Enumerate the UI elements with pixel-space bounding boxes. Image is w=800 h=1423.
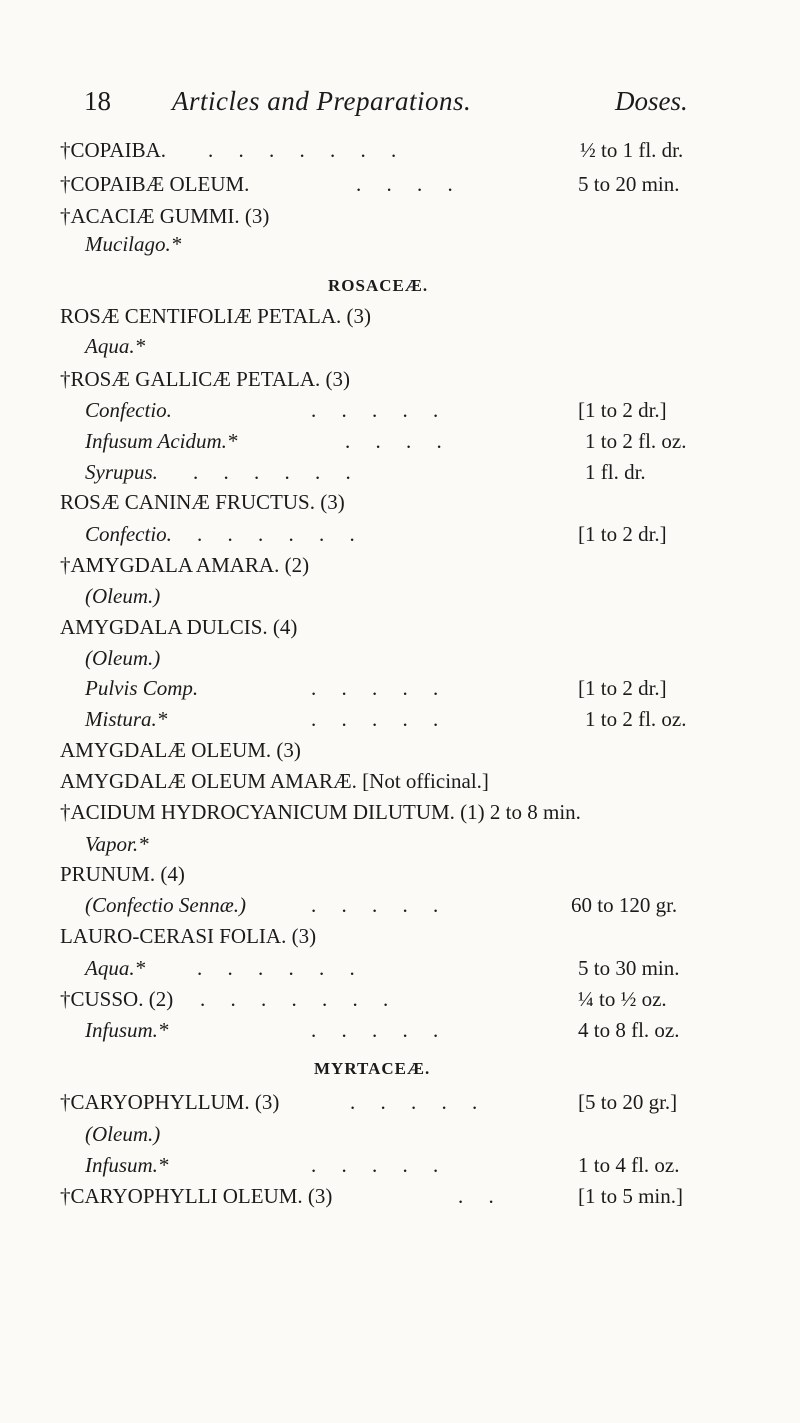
- doses-column-label: Doses.: [615, 86, 688, 116]
- dose-value: [1 to 5 min.]: [578, 1184, 683, 1208]
- leader-dots: . . . . .: [311, 707, 449, 731]
- entry-line: [60, 987, 780, 1017]
- entry-line: [60, 1184, 780, 1214]
- entry-text: Infusum.*: [85, 1018, 169, 1042]
- leader-dots: . . . . .: [311, 676, 449, 700]
- entry-text: AMYGDALÆ OLEUM AMARÆ. [Not officinal.]: [60, 769, 489, 793]
- entry-text: Infusum Acidum.*: [85, 429, 238, 453]
- entry-text: Mistura.*: [85, 707, 168, 731]
- leader-dots: . . . . .: [311, 1018, 449, 1042]
- entry-line: [60, 138, 780, 168]
- entry-text: (Oleum.): [85, 1122, 161, 1146]
- entry-line: [60, 172, 780, 202]
- entry-line: [60, 553, 780, 583]
- entry-line: [60, 862, 780, 892]
- entry-text: Mucilago.*: [85, 232, 182, 256]
- entry-line: [85, 893, 775, 923]
- dose-value: ¼ to ½ oz.: [578, 987, 667, 1011]
- entry-text: Syrupus.: [85, 460, 158, 484]
- leader-dots: . . . .: [356, 172, 463, 196]
- entry-text: †AMYGDALA AMARA. (2): [60, 553, 310, 577]
- entry-text: (Oleum.): [85, 584, 161, 608]
- page-header: [84, 86, 774, 126]
- dose-value: 1 fl. dr.: [585, 460, 646, 484]
- dose-value: ½ to 1 fl. dr.: [580, 138, 684, 162]
- entry-text: ROSÆ CENTIFOLIÆ PETALA. (3): [60, 304, 371, 328]
- entry-line: [85, 1018, 775, 1048]
- entry-line: [85, 429, 775, 459]
- leader-dots: . .: [458, 1184, 504, 1208]
- leader-dots: . . . . . .: [197, 956, 365, 980]
- dose-value: 5 to 20 min.: [578, 172, 680, 196]
- leader-dots: . . . . .: [311, 1153, 449, 1177]
- entry-text: †CUSSO. (2): [60, 987, 174, 1011]
- entry-line: [60, 924, 780, 954]
- entry-line: [85, 956, 775, 986]
- entry-text: †ACIDUM HYDROCYANICUM DILUTUM. (1) 2 to 8 min.: [60, 800, 581, 824]
- leader-dots: . . . . . . .: [208, 138, 407, 162]
- page-number: 18: [84, 86, 111, 116]
- leader-dots: . . . . .: [311, 398, 449, 422]
- entry-line: [60, 204, 780, 234]
- entry-text: (Confectio Sennæ.): [85, 893, 246, 917]
- leader-dots: . . . . . .: [193, 460, 361, 484]
- entry-line: [60, 304, 780, 334]
- entry-text: AMYGDALA DULCIS. (4): [60, 615, 298, 639]
- entry-text: Confectio.: [85, 522, 172, 546]
- entry-text: ROSÆ CANINÆ FRUCTUS. (3): [60, 490, 345, 514]
- entry-line: [85, 522, 775, 552]
- entry-line: [85, 334, 775, 364]
- entry-line: [85, 646, 775, 676]
- entry-text: †ACACIÆ GUMMI. (3): [60, 204, 270, 228]
- leader-dots: . . . . . .: [197, 522, 365, 546]
- entry-text: Pulvis Comp.: [85, 676, 199, 700]
- entry-line: [60, 769, 780, 799]
- section-heading-myrtaceae: MYRTACEÆ.: [314, 1059, 431, 1078]
- entry-text: Confectio.: [85, 398, 172, 422]
- dose-value: 1 to 2 fl. oz.: [585, 429, 687, 453]
- entry-line: [85, 1122, 775, 1152]
- entry-line: [60, 367, 780, 397]
- leader-dots: . . . . . . .: [200, 987, 399, 1011]
- entry-line: [60, 738, 780, 768]
- entry-line: [85, 460, 775, 490]
- running-title: Articles and Preparations.: [172, 86, 472, 116]
- entry-line: [85, 832, 775, 862]
- dose-value: 60 to 120 gr.: [571, 893, 678, 917]
- entry-text: Aqua.*: [85, 956, 146, 980]
- entry-line: [60, 490, 780, 520]
- entry-text: AMYGDALÆ OLEUM. (3): [60, 738, 301, 762]
- dose-value: 1 to 2 fl. oz.: [585, 707, 687, 731]
- dose-value: 5 to 30 min.: [578, 956, 680, 980]
- entry-line: [85, 707, 775, 737]
- leader-dots: . . . . .: [350, 1090, 488, 1114]
- entry-line: [85, 584, 775, 614]
- entry-text: †CARYOPHYLLI OLEUM. (3): [60, 1184, 333, 1208]
- entry-text: †ROSÆ GALLICÆ PETALA. (3): [60, 367, 350, 391]
- entry-text: LAURO-CERASI FOLIA. (3): [60, 924, 317, 948]
- entry-text: †CARYOPHYLLUM. (3): [60, 1090, 280, 1114]
- dose-value: [1 to 2 dr.]: [578, 676, 667, 700]
- section-heading-rosaceae: ROSACEÆ.: [328, 276, 429, 295]
- dose-value: 4 to 8 fl. oz.: [578, 1018, 680, 1042]
- entry-line: [85, 1153, 775, 1183]
- entry-line: [85, 232, 775, 262]
- dose-value: [1 to 2 dr.]: [578, 398, 667, 422]
- entry-line: [60, 615, 780, 645]
- entry-line: [85, 398, 775, 428]
- dose-value: [1 to 2 dr.]: [578, 522, 667, 546]
- entry-text: Aqua.*: [85, 334, 146, 358]
- leader-dots: . . . .: [345, 429, 452, 453]
- leader-dots: . . . . .: [311, 893, 449, 917]
- dose-value: 1 to 4 fl. oz.: [578, 1153, 680, 1177]
- entry-line: [60, 800, 780, 830]
- entry-line: [85, 676, 775, 706]
- entry-text: Vapor.*: [85, 832, 149, 856]
- entry-text: Infusum.*: [85, 1153, 169, 1177]
- entry-text: PRUNUM. (4): [60, 862, 185, 886]
- entry-text: †COPAIBA.: [60, 138, 167, 162]
- entry-text: (Oleum.): [85, 646, 161, 670]
- entry-line: [60, 1090, 780, 1120]
- dose-value: [5 to 20 gr.]: [578, 1090, 678, 1114]
- entry-text: †COPAIBÆ OLEUM.: [60, 172, 250, 196]
